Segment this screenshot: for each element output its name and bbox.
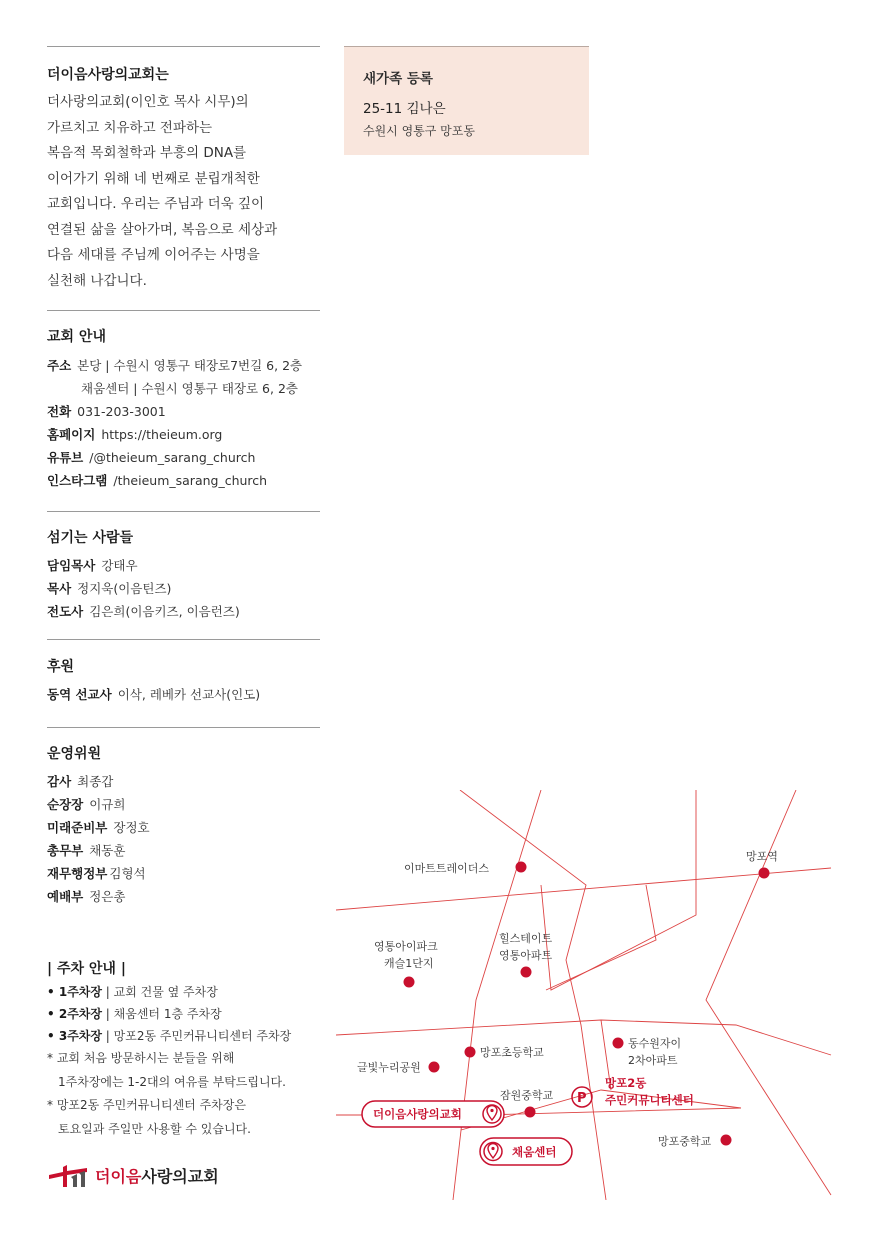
mangpo-station-dot: [759, 868, 770, 879]
intro-line: 다음 세대를 주님께 이어주는 사명을: [47, 247, 260, 263]
new-family-address: 수원시 영통구 망포동: [363, 124, 475, 138]
park-dot: [429, 1062, 440, 1073]
divider: [47, 310, 320, 311]
address-row: [47, 356, 302, 374]
committee-role: 순장장: [47, 797, 84, 812]
new-family-box: [344, 46, 589, 155]
map-label-chaeum: 채움센터: [512, 1145, 557, 1159]
church-logo: [47, 1160, 219, 1190]
parking-title: | 주차 안내 |: [47, 961, 126, 977]
youtube-label: 유튜브: [47, 450, 84, 465]
map-label-elementary: 망포초등학교: [480, 1046, 544, 1059]
parking-p-label: P: [577, 1091, 587, 1106]
committee-role: 감사: [47, 774, 72, 789]
ipark-dot: [404, 977, 415, 988]
phone-label: 전화: [47, 404, 72, 419]
address-label: 주소: [47, 358, 72, 373]
phone-row: [47, 402, 166, 420]
intro-text: [47, 90, 337, 294]
emart-dot: [516, 862, 527, 873]
committee-name: 이규희: [89, 797, 126, 812]
map-label-dongsu-1: 동수원자이: [628, 1037, 682, 1050]
address-row-2: [81, 379, 298, 397]
parking-lot-desc: | 교회 건물 옆 주차장: [101, 985, 218, 999]
parking-note: 토요일과 주일만 사용할 수 있습니다.: [58, 1122, 251, 1136]
intro-line: 연결된 삶을 살아가며, 복음으로 세상과: [47, 221, 278, 238]
parking-note: * 교회 처음 방문하시는 분들을 위해: [47, 1051, 235, 1065]
map-label-hills-2: 영통아파트: [499, 949, 553, 962]
cross-logo-icon: [47, 1161, 89, 1189]
dongsu-dot: [613, 1038, 624, 1049]
youtube-link[interactable]: /@theieum_sarang_church: [89, 450, 256, 465]
committee-row: [47, 841, 125, 859]
parking-lot-label: • 2주차장: [47, 1007, 102, 1021]
committee-role: 재무행정부: [47, 866, 108, 881]
parking-line: [47, 983, 218, 1000]
instagram-link[interactable]: /theieum_sarang_church: [113, 473, 268, 488]
chaeum-marker[interactable]: [480, 1138, 572, 1165]
location-map: [336, 790, 836, 1200]
elementary-dot: [465, 1047, 476, 1058]
committee-name: 채동훈: [89, 843, 126, 858]
intro-title: 더이음사랑의교회는: [47, 67, 169, 83]
divider: [47, 511, 320, 512]
chaeum-pin-icon: [484, 1143, 502, 1161]
parking-lot-desc: | 채움센터 1층 주차장: [101, 1007, 222, 1021]
committee-role: 예배부: [47, 889, 84, 904]
church-info-title: 교회 안내: [47, 329, 106, 345]
intro-line: 더사랑의교회(이인호 목사 시무)의: [47, 94, 249, 110]
homepage-label: 홈페이지: [47, 427, 96, 442]
parking-line: [47, 1027, 291, 1044]
church-marker[interactable]: [362, 1101, 504, 1127]
instagram-label: 인스타그램: [47, 473, 108, 488]
intro-line: 교회입니다. 우리는 주님과 더욱 깊이: [47, 196, 265, 212]
intro-line: 복음적 목회철학과 부흥의 DNA를: [47, 145, 247, 161]
support-name: 이삭, 레베카 선교사(인도): [117, 687, 261, 702]
committee-title: 운영위원: [47, 746, 102, 762]
committee-row: [47, 887, 125, 905]
parking-lot-desc: | 망포2동 주민커뮤니티센터 주차장: [101, 1029, 292, 1043]
divider: [47, 727, 320, 728]
servant-role: 전도사: [47, 604, 84, 619]
servant-name: 강태우: [101, 558, 138, 573]
support-role: 동역 선교사: [47, 687, 112, 702]
committee-row: [47, 864, 146, 882]
jamwon-dot: [525, 1107, 536, 1118]
servant-row: [47, 556, 138, 574]
intro-line: 이어가기 위해 네 번째로 분립개척한: [47, 170, 260, 187]
hills-dot: [521, 967, 532, 978]
parking-lot-label: • 3주차장: [47, 1029, 102, 1043]
homepage-row: [47, 425, 222, 443]
servant-row: [47, 579, 171, 597]
committee-role: 총무부: [47, 843, 84, 858]
committee-name: 최종갑: [77, 774, 114, 789]
committee-row: [47, 795, 125, 813]
phone-value[interactable]: 031-203-3001: [77, 404, 166, 419]
parking-line: [47, 1005, 222, 1022]
servant-name: 김은희(이음키즈, 이음런즈): [89, 604, 240, 619]
map-label-ipark-1: 영통아이파크: [374, 940, 438, 953]
servant-name: 정지욱(이음틴즈): [77, 581, 172, 596]
map-label-ipark-2: 캐슬1단지: [384, 957, 434, 970]
map-label-mangpo-middle: 망포중학교: [658, 1135, 712, 1148]
map-label-mangpo-station: 망포역: [746, 850, 778, 863]
map-label-community-1: 망포2동: [605, 1076, 647, 1090]
parking-note: * 망포2동 주민커뮤니티센터 주차장은: [47, 1098, 246, 1112]
logo-text-dark: 사랑의교회: [141, 1166, 219, 1186]
map-label-emart: 이마트트레이더스: [404, 862, 490, 875]
map-label-park: 글빛누리공원: [357, 1061, 421, 1074]
committee-row: [47, 772, 113, 790]
committee-role: 미래준비부: [47, 820, 108, 835]
committee-name: 장정호: [113, 820, 150, 835]
youtube-row: [47, 448, 255, 466]
logo-text-red: 더이음: [95, 1166, 142, 1186]
map-label-dongsu-2: 2차아파트: [628, 1054, 678, 1067]
divider-top: [47, 46, 320, 47]
instagram-row: [47, 471, 267, 489]
committee-name: 정은총: [89, 889, 126, 904]
intro-line: 실천해 나갑니다.: [47, 272, 147, 289]
address-main: 본당 | 수원시 영통구 태장로7번길 6, 2층: [77, 358, 303, 373]
intro-line: 가르치고 치유하고 전파하는: [47, 119, 213, 136]
servants-title: 섬기는 사람들: [47, 530, 134, 546]
parking-note: 1주차장에는 1-2대의 여유를 부탁드립니다.: [58, 1075, 286, 1089]
parking-lot-label: • 1주차장: [47, 985, 102, 999]
address-chaeum: 채움센터 | 수원시 영통구 태장로 6, 2층: [81, 381, 298, 396]
new-family-title: 새가족 등록: [363, 71, 433, 87]
support-title: 후원: [47, 659, 75, 675]
divider: [47, 639, 320, 640]
servant-role: 목사: [47, 581, 72, 596]
map-label-jamwon-text: 잠원중학교: [500, 1089, 554, 1102]
homepage-link[interactable]: https://theieum.org: [101, 427, 223, 442]
church-pin-icon: [483, 1105, 501, 1123]
map-label-hills-1: 힐스테이트: [499, 932, 553, 945]
mangpo-middle-dot: [721, 1135, 732, 1146]
map-label-church: 더이음사랑의교회: [373, 1107, 462, 1121]
servant-role: 담임목사: [47, 558, 96, 573]
committee-name: 김형석: [109, 866, 146, 881]
new-family-name: 25-11 김나은: [363, 101, 446, 117]
logo-text: [95, 1164, 219, 1187]
committee-row: [47, 818, 150, 836]
map-label-community-2: 주민커뮤니티센터: [605, 1093, 694, 1107]
support-row: [47, 685, 260, 703]
servant-row: [47, 602, 240, 620]
